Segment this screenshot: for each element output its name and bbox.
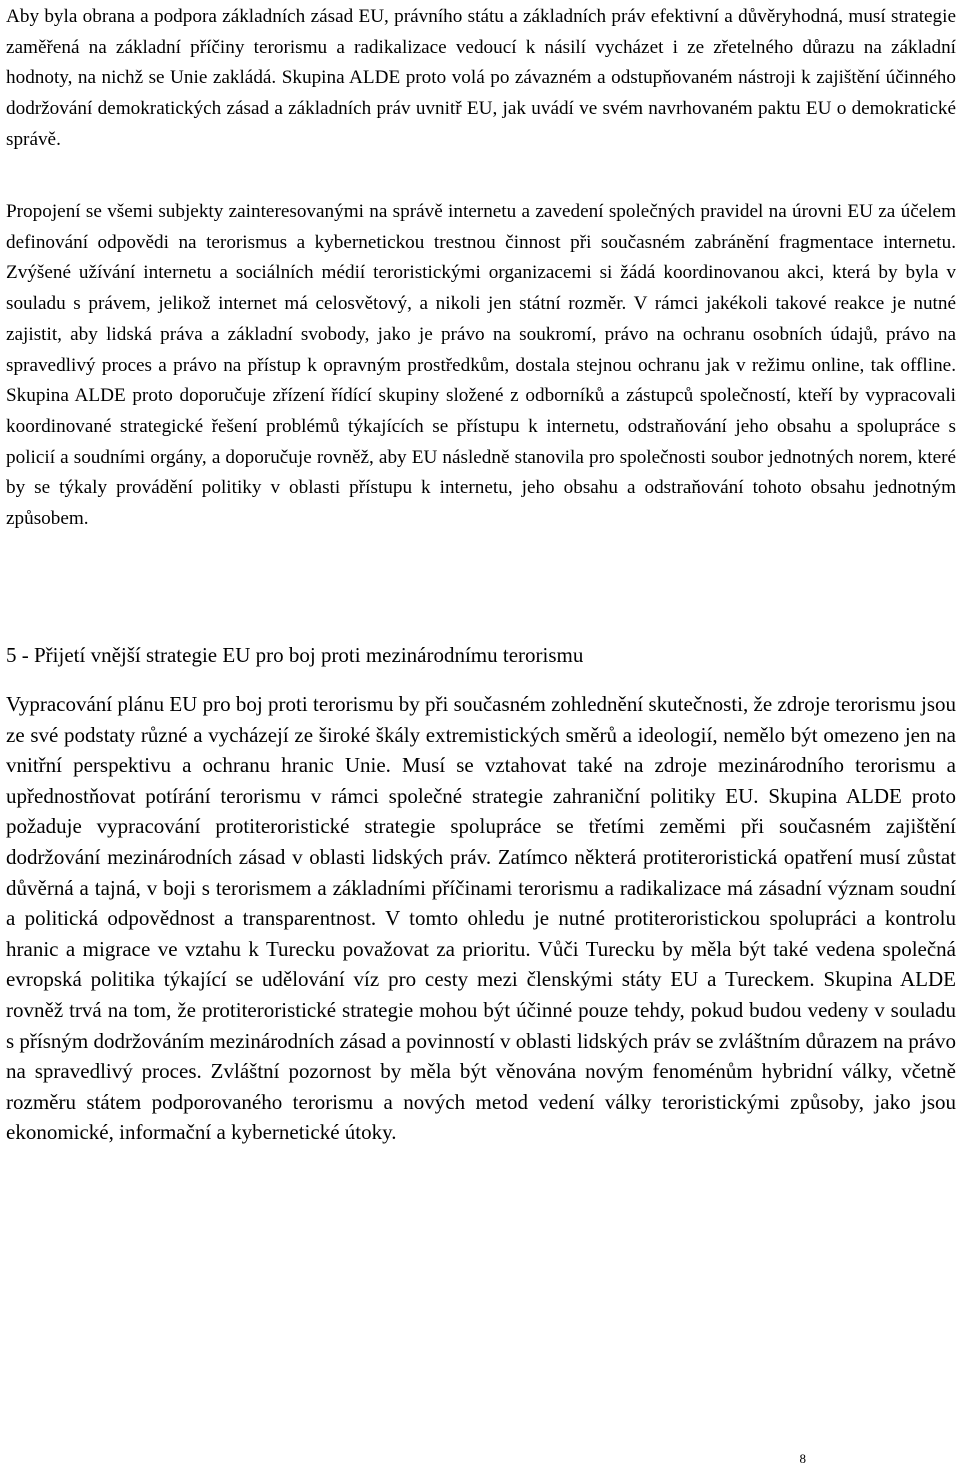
body-paragraph: Propojení se všemi subjekty zainteresovanými na správě internetu a zavedení společných pravidel na úrovni EU za účelem definování odpovědi na terorismus a kybernetickou trestnou činnost při současném zabránění fragmentace internetu. Zvýšené užívání internetu a sociálních médií teroristickými organizacemi si žádá koordinovanou akci, která by byla v souladu s právem, jelikož internet má celosvětový, a nikoli jen státní rozměr. V rámci jakékoli takové reakce je nutné zajistit, aby lidská práva a základní svobody, jako je právo na soukromí, právo na ochranu osobních údajů, právo na spravedlivý proces a právo na přístup k opravným prostředkům, dostala stejnou ochranu jak v režimu online, tak offline. Skupina ALDE proto doporučuje zřízení řídící skupiny složené z odborníků a zástupců společností, kteří by vypracovali koordinované strategické řešení problémů týkajících se přístupu k internetu, odstraňování jeho obsahu a spolupráce s policií a soudními orgány, a doporučuje rovněž, aby EU následně stanovila pro společnosti soubor jednotných norem, které by se týkaly provádění politiky v oblasti přístupu k internetu, jeho obsahu a odstraňování tohoto obsahu jednotným způsobem. xyxy=(6,201,956,530)
body-paragraph: Aby byla obrana a podpora základních zásad EU, právního státu a základních práv efektivní a důvěryhodná, musí strategie zaměřená na základní příčiny terorismu a radikalizace vedoucí k násilí vycházet i ze zřetelného důrazu na základní hodnoty, na nichž se Unie zakládá. Skupina ALDE proto volá po závazném a odstupňovaném nástroji k zajištění účinného dodržování demokratických zásad a základních práv uvnitř EU, jak uvádí ve svém navrhovaném paktu EU o demokratické správě. xyxy=(6,6,956,150)
body-paragraph: Vypracování plánu EU pro boj proti terorismu by při současném zohlednění skutečnosti, že zdroje terorismu jsou ze své podstaty různé a vycházejí ze široké škály extremistických směrů a ideologií, nemělo být omezeno jen na vnitřní perspektivu a ochranu hranic Unie. Musí se vztahovat také na zdroje mezinárodního terorismu a upřednostňovat potírání terorismu v rámci společné strategie zahraniční politiky EU. Skupina ALDE proto požaduje vypracování protiteroristické strategie spolupráce se třetími zeměmi při současném zajištění dodržování mezinárodních zásad v oblasti lidských práv. Zatímco některá protiteroristická opatření musí zůstat důvěrná a tajná, v boji s terorismem a základními příčinami terorismu a radikalizace má zásadní význam soudní a politická odpovědnost a transparentnost. V tomto ohledu je nutné protiteroristickou spolupráci a kontrolu hranic a migrace ve vztahu k Turecku považovat za prioritu. Vůči Turecku by měla být také vedena společná evropská politika týkající se udělování víz pro cesty mezi členskými státy EU a Tureckem. Skupina ALDE rovněž trvá na tom, že protiteroristické strategie mohou být účinné pouze tehdy, pokud budou vedeny v souladu s přísným dodržováním mezinárodních zásad a povinností v oblasti lidských práv se zvláštním důrazem na právo na spravedlivý proces. Zvláštní pozornost by měla být věnována novým fenoménům hybridní války, včetně rozměru státem podporovaného terorismu a nových metod vedení války teroristickými způsoby, jako jsou ekonomické, informační a kybernetické útoky. xyxy=(6,692,957,1145)
page-number: 8 xyxy=(799,1451,806,1466)
section-heading: 5 - Přijetí vnější strategie EU pro boj proti mezinárodnímu terorismu xyxy=(6,643,584,667)
